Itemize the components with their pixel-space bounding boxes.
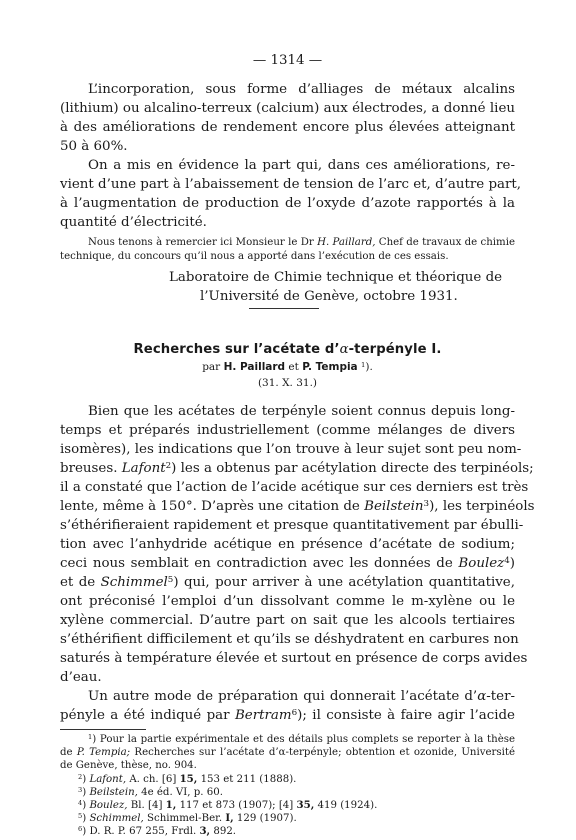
footnote-marker: 1 (361, 360, 366, 369)
text-line: il a constaté que l’action de l’acide acétique sur ces derniers est très (60, 480, 529, 495)
footnote-5: $^5$) Schimmel, Schimmel-Ber. I, 129 (1907). (78, 812, 297, 824)
text-line: technique, du concours qu’il nous a apporté dans l’exécution de ces essais. (60, 251, 449, 262)
text-line: d’eau. (60, 670, 102, 685)
text-line: vient d’une part à l’abaissement de tension de l’arc et, d’autre part, (60, 177, 522, 192)
author-name: H. Paillard (223, 361, 286, 373)
footnote-2: $^2$) Lafont, A. ch. [6] 15, 153 et 211 (1888). (78, 773, 297, 785)
footnote-4: $^4$) Boulez, Bl. [4] 1, 117 et 873 (1907); [4] 35, 419 (1924). (78, 799, 378, 811)
text-line: l’Université de Genève, octobre 1931. (200, 289, 458, 304)
footnote-rule (60, 729, 146, 730)
article-authors: par H. Paillard et P. Tempia $^1$). (202, 360, 373, 373)
text-line: (lithium) ou alcalino-terreux (calcium) aux électrodes, a donné lieu (60, 101, 515, 116)
footnote-3: $^3$) Beilstein, 4e éd. VI, p. 60. (78, 786, 223, 798)
section-divider (249, 308, 319, 309)
text-line: Laboratoire de Chimie technique et théorique de (169, 270, 503, 285)
text-line: s’éthérifieraient rapidement et presque quantitativement par ébulli- (60, 518, 524, 533)
page-number: — 1314 — (252, 53, 323, 68)
text-line: xylène commercial. D’autre part on sait que les alcools tertiaires (60, 613, 515, 628)
text-line: isomères), les indications que l’on trouve à leur sujet sont peu nom- (60, 442, 522, 457)
footnote-1-cont: de P. Tempia; Recherches sur l’acétate d’α-terpényle; obtention et ozonide, Université (60, 747, 515, 758)
footnote-marker: 2 (165, 461, 172, 472)
footnote-marker: 4 (504, 556, 510, 567)
text-line: à des améliorations de rendement encore plus élevées atteignant (60, 120, 515, 135)
text-line: L’incorporation, sous forme d’alliages de métaux alcalins (88, 82, 515, 97)
text-line: à l’augmentation de production de l’oxyde d’azote rapportés à la (60, 196, 515, 211)
text-line: pényle a été indiqué par Bertram$^6$); il consiste à faire agir l’acide (60, 708, 515, 723)
text-line: Nous tenons à remercier ici Monsieur le Dr H. Paillard, Chef de travaux de chimie (88, 237, 515, 248)
footnote-marker: 5 (167, 575, 174, 586)
text-line: s’éthérifient difficilement et qu’ils se déshydratent en carbures non (60, 632, 519, 647)
text-line: On a mis en évidence la part qui, dans ces améliorations, re- (88, 158, 515, 173)
article-date: (31. X. 31.) (257, 377, 318, 389)
text-line: Bien que les acétates de terpényle soient connus depuis long- (88, 404, 515, 419)
text-line: breuses. Lafont$^2$) les a obtenus par acétylation directe des terpinéols; (60, 461, 534, 476)
text-line: lente, même à 150°. D’après une citation de Beilstein$^3$), les terpinéols (60, 499, 535, 514)
text-line: temps et préparés industriellement (comme mélanges de divers (60, 423, 515, 438)
text-line: et de Schimmel$^5$) qui, pour arriver à une acétylation quantitative, (60, 575, 515, 590)
text-line: Un autre mode de préparation qui donnerait l’acétate d’α-ter- (88, 689, 515, 704)
text-line: saturés à température élevée et surtout en présence de corps avides (60, 651, 528, 666)
text-line: ceci nous semblait en contradiction avec les données de Boulez$^4$) (60, 556, 515, 571)
footnote-marker: 6 (291, 708, 298, 719)
footnote-6: $^6$) D. R. P. 67 255, Frdl. 3, 892. (78, 825, 237, 837)
text-line: 50 à 60%. (60, 139, 128, 154)
text-line: quantité d’électricité. (60, 215, 207, 230)
text-line: tion avec l’anhydride acétique en présence d’acétate de sodium; (60, 537, 515, 552)
footnote-1-cont: de Genève, thèse, no. 904. (60, 760, 197, 771)
footnote-1: $^1$) Pour la partie expérimentale et des détails plus complets se reporter à la thèse (88, 733, 515, 745)
footnote-marker: 3 (423, 499, 430, 510)
author-name: P. Tempia (302, 361, 358, 373)
article-title: Recherches sur l’acétate d’α-terpényle I. (133, 342, 442, 357)
person-name: H. Paillard, (317, 237, 376, 248)
text-line: ont préconisé l’emploi d’un dissolvant comme le m-xylène ou le (60, 594, 515, 609)
